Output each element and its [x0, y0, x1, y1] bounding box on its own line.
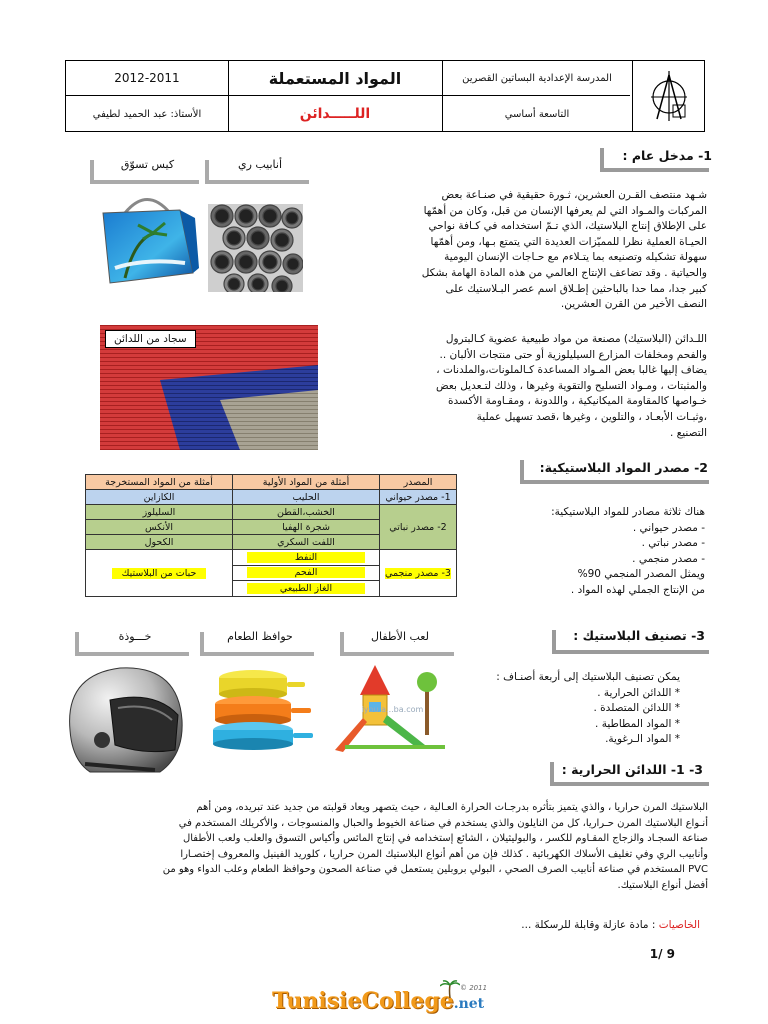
table-cell: حبات من البلاستيك — [112, 568, 207, 579]
pipes-image — [208, 204, 303, 292]
text-line: أنـواع البلاستيك المرن حـراريا، كل من النايلون والذي يستخدم في صناعة الخيوط والحبال والمنسوجات ، والأكريلك المستخدم في — [178, 817, 708, 829]
section3-title: 3- تصنيف البلاستيك : — [573, 628, 705, 643]
plastic-sources-table — [85, 474, 457, 597]
table-header: أمثلة من المواد المستخرجة — [86, 475, 233, 490]
table-cell: شجرة الهفيا — [233, 520, 380, 535]
table-cell: 1- مصدر حيواني — [380, 490, 457, 505]
text-line: التصنيع . — [670, 426, 707, 439]
header-table — [65, 60, 705, 132]
section3-list — [470, 670, 680, 748]
text-line: شـهد منتصف القـرن العشرين، ثـورة حقيقية في صنـاعة بعض — [441, 189, 707, 201]
carpet-caption: سجاد من اللدائن — [105, 330, 196, 348]
text-line: صناعة السجـاد والزجاج المقـاوم للكسر ، والبوليثيلان ، الشائع إستخدامه في إنتاج المائس وأكياس التسوق والعلب ولعب الأطفال — [182, 833, 708, 844]
section31-paragraph — [60, 800, 708, 893]
table-cell: 3- مصدر منجمي — [385, 567, 451, 579]
toys-caption: لعب الأطفال — [371, 630, 429, 643]
site-logo — [272, 984, 502, 1018]
helmet-image — [60, 660, 185, 778]
table-cell: الفحم — [247, 567, 365, 578]
properties-text: : مادة عازلة وقابلة للرسكلة ... — [521, 919, 659, 931]
table-cell: الكحول — [86, 535, 233, 550]
carpet-image — [100, 325, 318, 450]
text-line: خـواصها كالمقاومة الميكانيكية ، واللدونة ، ومقـاومة الأكسدة — [447, 395, 707, 408]
text-line: والفحم ومخلفات المزارع السيليلوزية أو حتى منتجات الألبان .. — [439, 348, 707, 361]
text-line: أفضل أنواع البلاستيك. — [617, 879, 708, 891]
logo-suffix: .net — [453, 996, 485, 1012]
logo-year: © 2011 — [460, 984, 488, 992]
section2-text — [500, 505, 705, 599]
text-line: اللـدائن (البلاستيك) مصنعة من مواد طبيعية عضوية كـالبترول — [445, 333, 707, 345]
text-line: الحيـاة العملية نظرا للمميّزات العديدة التي يتمتع بـها، ومن أهمّها — [430, 235, 707, 248]
school-logo — [632, 61, 705, 131]
table-cell: النفط — [247, 552, 365, 563]
text-line: يضاف إليها غالبا بعض المـواد المساعدة كـالملونات،والملدنات ، — [436, 364, 707, 377]
table-cell: الأنكس — [86, 520, 233, 535]
section1-paragraph2 — [330, 332, 707, 441]
text-line: ،وثبـات الأبعـاد ، والتلوين ، وغيرها ،قصد تسهيل عملية — [476, 410, 707, 423]
table-cell: الحليب — [233, 490, 380, 505]
section2-title: 2- مصدر المواد البلاستيكية: — [539, 460, 708, 475]
class-level: التاسعة أساسي — [504, 108, 570, 120]
image-watermark: iyou.a...ba.com — [361, 705, 424, 714]
properties-label: الخاصيات — [658, 919, 700, 931]
palm-tree-icon — [440, 980, 460, 998]
text-line: البلاستيك المرن حراريا ، والذي يتميز بتأثره بدرجـات الحرارة العـالية ، حيث يتصهر ويعاد قولبته من جديد عند تبريده، ومن أهم — [196, 802, 708, 813]
bag-caption: كيس تسوّق — [120, 158, 175, 171]
text-line: * اللدائن المتصلدة . — [593, 702, 680, 715]
text-line: - مصدر منجمي . — [632, 552, 705, 565]
text-line: من الإنتاج الجملي لهذه المواد . — [570, 583, 705, 596]
properties-line — [400, 918, 700, 934]
text-line: وأنابيب الري وفي تغليف الأسلاك الكهربائية . كذلك فإن من أهم أنواع البلاستيك المرن حراريا ، كلوريد الفينيل والمعروف إختصـارا — [180, 848, 708, 860]
text-line: * المواد المطاطية . — [595, 717, 680, 730]
text-line: * اللدائن الحرارية . — [597, 686, 680, 699]
containers-caption: حوافظ الطعام — [227, 630, 293, 643]
logo-text: TunisieCollege — [272, 988, 454, 1014]
text-line: يمكن تصنيف البلاستيك إلى أربعة أصنـاف : — [496, 671, 680, 683]
text-line: كبير جدا، مما حدا بالباحثين إطـلاق اسم عصر البـلاستيك على — [445, 282, 707, 295]
table-cell: السليلوز — [86, 505, 233, 520]
table-header: المصدر — [380, 475, 457, 490]
text-line: على الإطلاق إنتاج البلاستيك، الذي تـمّ استخدامه في كـافة نواحي — [428, 220, 707, 233]
teacher-name: الأستاذ: عبد الحميد لطيفي — [92, 108, 202, 120]
subject-title: المواد المستعملة — [268, 68, 402, 88]
text-line: ويمثل المصدر المنجمي 90% — [577, 568, 705, 581]
school-name: المدرسة الإعدادية البساتين القصرين — [462, 72, 612, 84]
section1-title: 1- مدخل عام : — [622, 148, 712, 163]
pipes-caption: أنابيب ري — [237, 158, 283, 171]
food-containers-image — [205, 660, 315, 752]
school-year: 2012-2011 — [114, 71, 180, 85]
text-line: هناك ثلاثة مصادر للمواد البلاستيكية: — [551, 506, 705, 518]
table-cell: الكازاين — [86, 490, 233, 505]
text-line: والحياتية . وقد تضاعف الإنتاج العالمي من هذه المادة الهامة بشكل — [421, 266, 707, 279]
text-line: * المواد الـرغوية. — [605, 733, 680, 746]
lesson-title: اللـــــدائن — [299, 106, 371, 122]
text-line: المركبات والمـواد التي لم يعرفها الإنسان من قبل، وكان من أهمّها — [423, 204, 707, 217]
compass-logo-icon — [647, 67, 691, 125]
section1-paragraph1 — [370, 188, 707, 313]
text-line: - مصدر نباتي . — [641, 537, 705, 550]
table-cell: الغاز الطبيعي — [247, 583, 365, 594]
text-line: النصف الأخير من القرن العشرين. — [560, 298, 707, 311]
table-header: أمثلة من المواد الأولية — [233, 475, 380, 490]
text-line: سهولة تشكيله وتصنيعه بما يتـلاءم مع حـاجات الإنسان اليومية — [444, 251, 707, 264]
text-line: PVC المستخدم في صناعة أنابيب الصرف الصحي ، البولي بروبلين يستعمل في صناعة الصحون وحوافظ الطعام وعلب الدواء وهو من — [162, 864, 708, 875]
table-cell: اللفت السكري — [233, 535, 380, 550]
text-line: - مصدر حيواني . — [632, 521, 705, 534]
table-cell: الخشب،القطن — [233, 505, 380, 520]
helmet-caption: خـــوذة — [118, 630, 152, 643]
shopping-bag-image — [95, 188, 200, 288]
playground-toy-image — [325, 660, 460, 755]
text-line: والمثبتات ، ومـواد التسليح والتقوية وغيرها ، وذلك لتـعديل بعض — [436, 379, 707, 392]
table-cell: 2- مصدر نباتي — [380, 505, 457, 550]
section31-title: 3- 1- اللدائن الحرارية : — [561, 762, 703, 777]
page-number: 1/ 9 — [649, 947, 675, 961]
